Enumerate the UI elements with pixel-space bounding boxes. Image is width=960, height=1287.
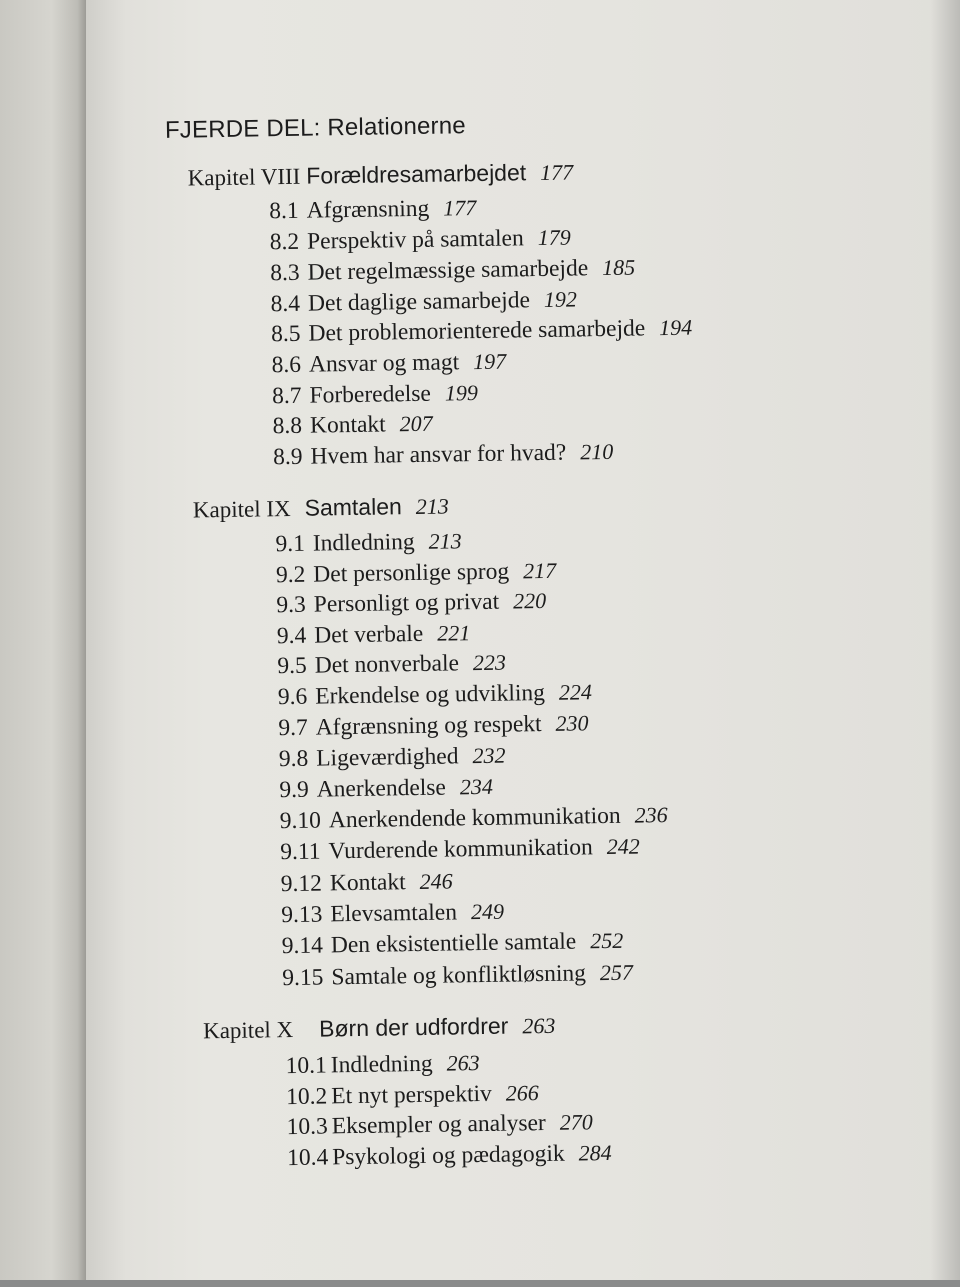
section-number: 9.11	[280, 838, 321, 866]
section-title: Forberedelse	[309, 380, 432, 409]
section-number: 8.1	[269, 197, 299, 225]
toc-entry	[281, 899, 504, 929]
toc-entry	[272, 411, 432, 441]
section-title: Samtale og konfliktløsning	[331, 960, 587, 991]
section-number: 8.3	[270, 259, 300, 287]
section-page: 217	[522, 557, 557, 584]
section-title: Erkendelse og udvikling	[315, 679, 546, 710]
section-number: 9.4	[276, 622, 307, 650]
section-title: Det regelmæssige samarbejde	[307, 255, 589, 286]
toc-entry	[277, 620, 471, 650]
section-title: Anerkendelse	[316, 774, 447, 803]
section-title: Kontakt	[309, 411, 386, 439]
section-page: 185	[601, 254, 636, 281]
section-number: 10.1	[285, 1052, 327, 1080]
toc-entry	[276, 588, 546, 619]
section-page: 236	[634, 802, 668, 828]
section-page: 266	[505, 1080, 540, 1106]
toc-entry	[277, 650, 506, 681]
toc-entry	[281, 868, 453, 898]
toc-entry	[272, 380, 478, 410]
section-number: 9.14	[281, 932, 324, 960]
section-title: Indledning	[330, 1050, 433, 1079]
section-number: 9.2	[275, 561, 306, 589]
section-page: 232	[472, 742, 506, 769]
section-number: 9.1	[275, 530, 306, 558]
section-number: 9.5	[277, 652, 307, 680]
section-page: 270	[559, 1109, 593, 1135]
section-number: 9.12	[280, 870, 323, 898]
toc-entry	[286, 1080, 539, 1111]
section-page: 207	[399, 410, 433, 437]
section-page: 223	[472, 649, 507, 676]
chapter-label: Kapitel VIII	[187, 163, 301, 191]
toc-entry	[280, 834, 640, 867]
toc-entry	[287, 1140, 612, 1172]
chapter-title: Børn der udfordrer	[318, 1012, 509, 1042]
section-title: Hvem har ansvar for hvad?	[310, 439, 567, 470]
section-title: Elevsamtalen	[330, 899, 458, 928]
section-page: 249	[470, 898, 505, 925]
chapter-label: Kapitel IX	[192, 495, 291, 523]
section-page: 221	[437, 620, 471, 646]
section-title: Psykologi og pædagogik	[332, 1140, 565, 1171]
section-title: Personligt og privat	[313, 588, 500, 618]
section-title: Det daglige samarbejde	[307, 287, 531, 317]
section-number: 9.10	[279, 807, 322, 835]
section-page: 263	[446, 1050, 480, 1076]
section-page: 197	[472, 348, 507, 375]
section-page: 192	[543, 286, 578, 312]
chapter-title: Samtalen	[304, 493, 402, 521]
section-page: 177	[443, 195, 477, 221]
toc-entry	[271, 315, 692, 349]
chapter-page: 177	[539, 159, 574, 185]
section-title: Afgrænsning	[306, 195, 430, 224]
toc-entry	[282, 928, 624, 960]
section-number: 10.4	[286, 1144, 329, 1172]
section-page: 213	[428, 528, 462, 554]
section-page: 242	[606, 833, 640, 860]
toc-entry	[276, 558, 557, 589]
chapter-heading	[187, 158, 573, 191]
section-title: Vurderende kommunikation	[328, 834, 593, 865]
section-page: 234	[459, 773, 494, 800]
part-title: FJERDE DEL: Relationerne	[164, 112, 467, 144]
section-number: 8.2	[269, 228, 300, 256]
section-page: 257	[599, 959, 634, 986]
section-title: Et nyt perspektiv	[331, 1080, 493, 1110]
chapter-title: Forældresamarbejdet	[306, 159, 527, 189]
section-number: 9.3	[276, 591, 307, 619]
section-page: 179	[537, 224, 571, 251]
section-number: 9.15	[282, 964, 324, 992]
chapter-page: 213	[415, 493, 449, 519]
section-number: 8.9	[272, 443, 303, 471]
section-page: 284	[578, 1139, 612, 1166]
chapter-heading	[203, 1012, 556, 1045]
toc-entry	[279, 774, 493, 804]
toc-entry	[270, 255, 635, 288]
toc-entry	[286, 1109, 593, 1141]
toc-entry	[269, 195, 477, 225]
section-page: 252	[590, 927, 624, 954]
section-title: Den eksistentielle samtale	[330, 928, 577, 959]
section-number: 10.2	[285, 1083, 328, 1111]
section-page: 210	[580, 438, 614, 465]
toc-entry	[275, 528, 462, 558]
toc-entry	[282, 960, 633, 993]
section-page: 199	[444, 380, 479, 406]
toc-entry	[273, 439, 614, 471]
chapter-label: Kapitel X	[202, 1016, 294, 1044]
section-title: Ansvar og magt	[308, 349, 460, 378]
section-number: 9.7	[278, 714, 308, 742]
section-title: Indledning	[312, 529, 415, 557]
section-title: Eksempler og analyser	[331, 1110, 546, 1140]
toc-entry	[270, 225, 571, 257]
toc-entry	[271, 349, 506, 380]
section-page: 230	[555, 710, 589, 736]
section-title: Det nonverbale	[314, 650, 460, 679]
section-title: Det problemorienterede samarbejde	[308, 315, 646, 347]
section-page: 194	[658, 314, 693, 341]
chapter-page: 263	[522, 1012, 556, 1039]
section-number: 8.7	[271, 382, 302, 410]
section-number: 9.9	[279, 776, 309, 804]
section-title: Perspektiv på samtalen	[306, 225, 524, 255]
section-page: 224	[558, 679, 593, 705]
section-title: Afgrænsning og respekt	[315, 711, 542, 741]
section-number: 10.3	[286, 1113, 328, 1141]
section-title: Ligeværdighed	[316, 743, 459, 772]
toc-entry	[279, 743, 506, 774]
section-page: 246	[419, 868, 453, 894]
section-number: 8.4	[270, 290, 301, 318]
chapter-heading	[193, 492, 449, 523]
section-page: 220	[512, 587, 547, 614]
section-number: 9.6	[277, 683, 308, 711]
section-number: 8.8	[272, 412, 303, 440]
section-number: 9.8	[278, 745, 309, 773]
section-title: Kontakt	[329, 869, 406, 897]
toc-entry	[278, 679, 592, 711]
section-number: 8.5	[270, 320, 301, 348]
section-title: Anerkendende kommunikation	[328, 802, 621, 834]
toc-entry	[280, 802, 668, 835]
toc-entry	[278, 710, 589, 742]
toc-entry	[270, 286, 577, 318]
section-title: Det verbale	[314, 620, 424, 649]
section-title: Det personlige sprog	[313, 558, 510, 588]
section-number: 8.6	[271, 351, 302, 379]
toc-entry	[285, 1050, 479, 1080]
section-number: 9.13	[281, 901, 323, 929]
